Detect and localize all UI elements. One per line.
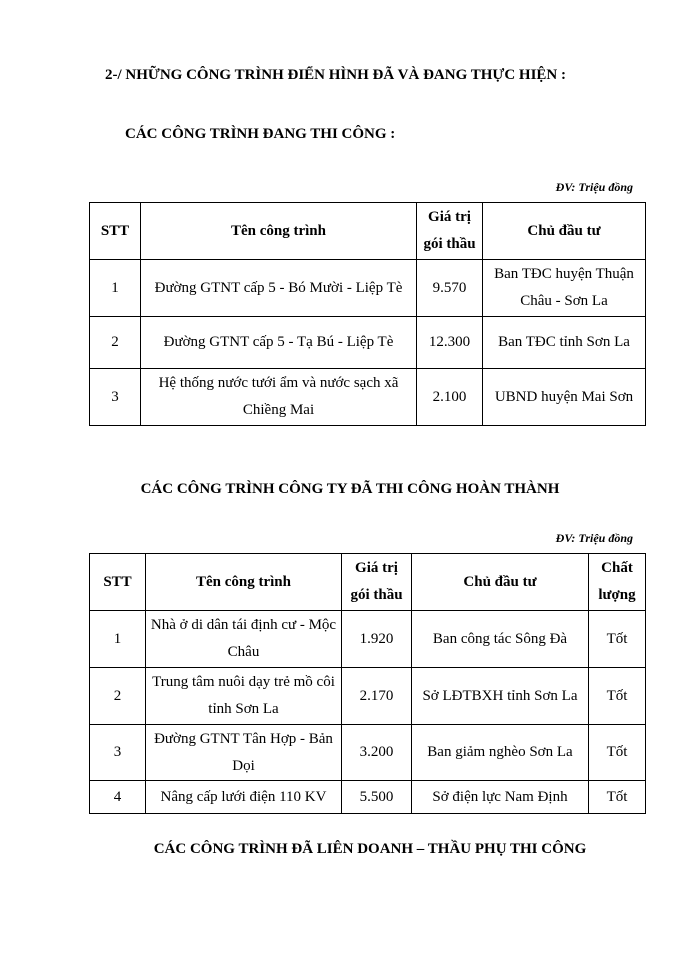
cell-owner: UBND huyện Mai Sơn [483,369,646,426]
table-row [90,668,646,725]
cell-value: 1.920 [342,611,412,668]
cell-owner: Ban TĐC huyện Thuận Châu - Sơn La [483,260,646,317]
cell-owner: Ban công tác Sông Đà [412,611,589,668]
table-row [90,369,646,426]
cell-name: Nâng cấp lưới điện 110 KV [146,781,342,814]
header-quality: Chất lượng [589,554,646,611]
cell-name: Đường GTNT Tân Hợp - Bản Dọi [146,725,342,781]
ongoing-projects-table [89,202,646,426]
section-heading-main: 2-/ NHỮNG CÔNG TRÌNH ĐIỂN HÌNH ĐÃ VÀ ĐANG THỰC HIỆN : [105,67,567,83]
cell-name: Đường GTNT cấp 5 - Tạ Bú - Liệp Tè [141,317,417,369]
cell-value: 12.300 [417,317,483,369]
cell-quality: Tốt [589,668,646,725]
header-stt: STT [90,203,141,260]
header-name: Tên công trình [146,554,342,611]
header-name: Tên công trình [141,203,417,260]
cell-name: Hệ thống nước tưới ẩm và nước sạch xã Chiềng Mai [141,369,417,426]
cell-owner: Ban TĐC tỉnh Sơn La [483,317,646,369]
table-header-row [90,203,646,260]
cell-owner: Sở LĐTBXH tỉnh Sơn La [412,668,589,725]
cell-value: 9.570 [417,260,483,317]
table-row [90,725,646,781]
table-row [90,781,646,814]
cell-owner: Ban giảm nghèo Sơn La [412,725,589,781]
cell-stt: 4 [90,781,146,814]
table-row [90,317,646,369]
cell-value: 5.500 [342,781,412,814]
cell-value: 2.170 [342,668,412,725]
unit-label-ongoing: ĐV: Triệu đồng [555,180,633,194]
cell-stt: 2 [90,668,146,725]
cell-name: Nhà ở di dân tái định cư - Mộc Châu [146,611,342,668]
cell-stt: 3 [90,725,146,781]
cell-owner: Sở điện lực Nam Định [412,781,589,814]
section-heading-joint: CÁC CÔNG TRÌNH ĐÃ LIÊN DOANH – THẦU PHỤ THI CÔNG [153,841,587,857]
table-header-row [90,554,646,611]
header-owner: Chủ đầu tư [483,203,646,260]
header-stt: STT [90,554,146,611]
cell-quality: Tốt [589,781,646,814]
cell-quality: Tốt [589,725,646,781]
section-heading-ongoing: CÁC CÔNG TRÌNH ĐANG THI CÔNG : [125,126,396,142]
header-value: Giá trị gói thầu [417,203,483,260]
cell-quality: Tốt [589,611,646,668]
cell-value: 2.100 [417,369,483,426]
unit-label-completed: ĐV: Triệu đồng [555,531,633,545]
section-heading-completed: CÁC CÔNG TRÌNH CÔNG TY ĐÃ THI CÔNG HOÀN THÀNH [140,481,560,497]
cell-stt: 1 [90,260,141,317]
cell-value: 3.200 [342,725,412,781]
cell-name: Trung tâm nuôi dạy trẻ mồ côi tỉnh Sơn La [146,668,342,725]
table-row [90,260,646,317]
cell-stt: 2 [90,317,141,369]
cell-stt: 3 [90,369,141,426]
table-row [90,611,646,668]
completed-projects-table [89,553,646,814]
header-value: Giá trị gói thầu [342,554,412,611]
header-owner: Chủ đầu tư [412,554,589,611]
cell-name: Đường GTNT cấp 5 - Bó Mười - Liệp Tè [141,260,417,317]
cell-stt: 1 [90,611,146,668]
